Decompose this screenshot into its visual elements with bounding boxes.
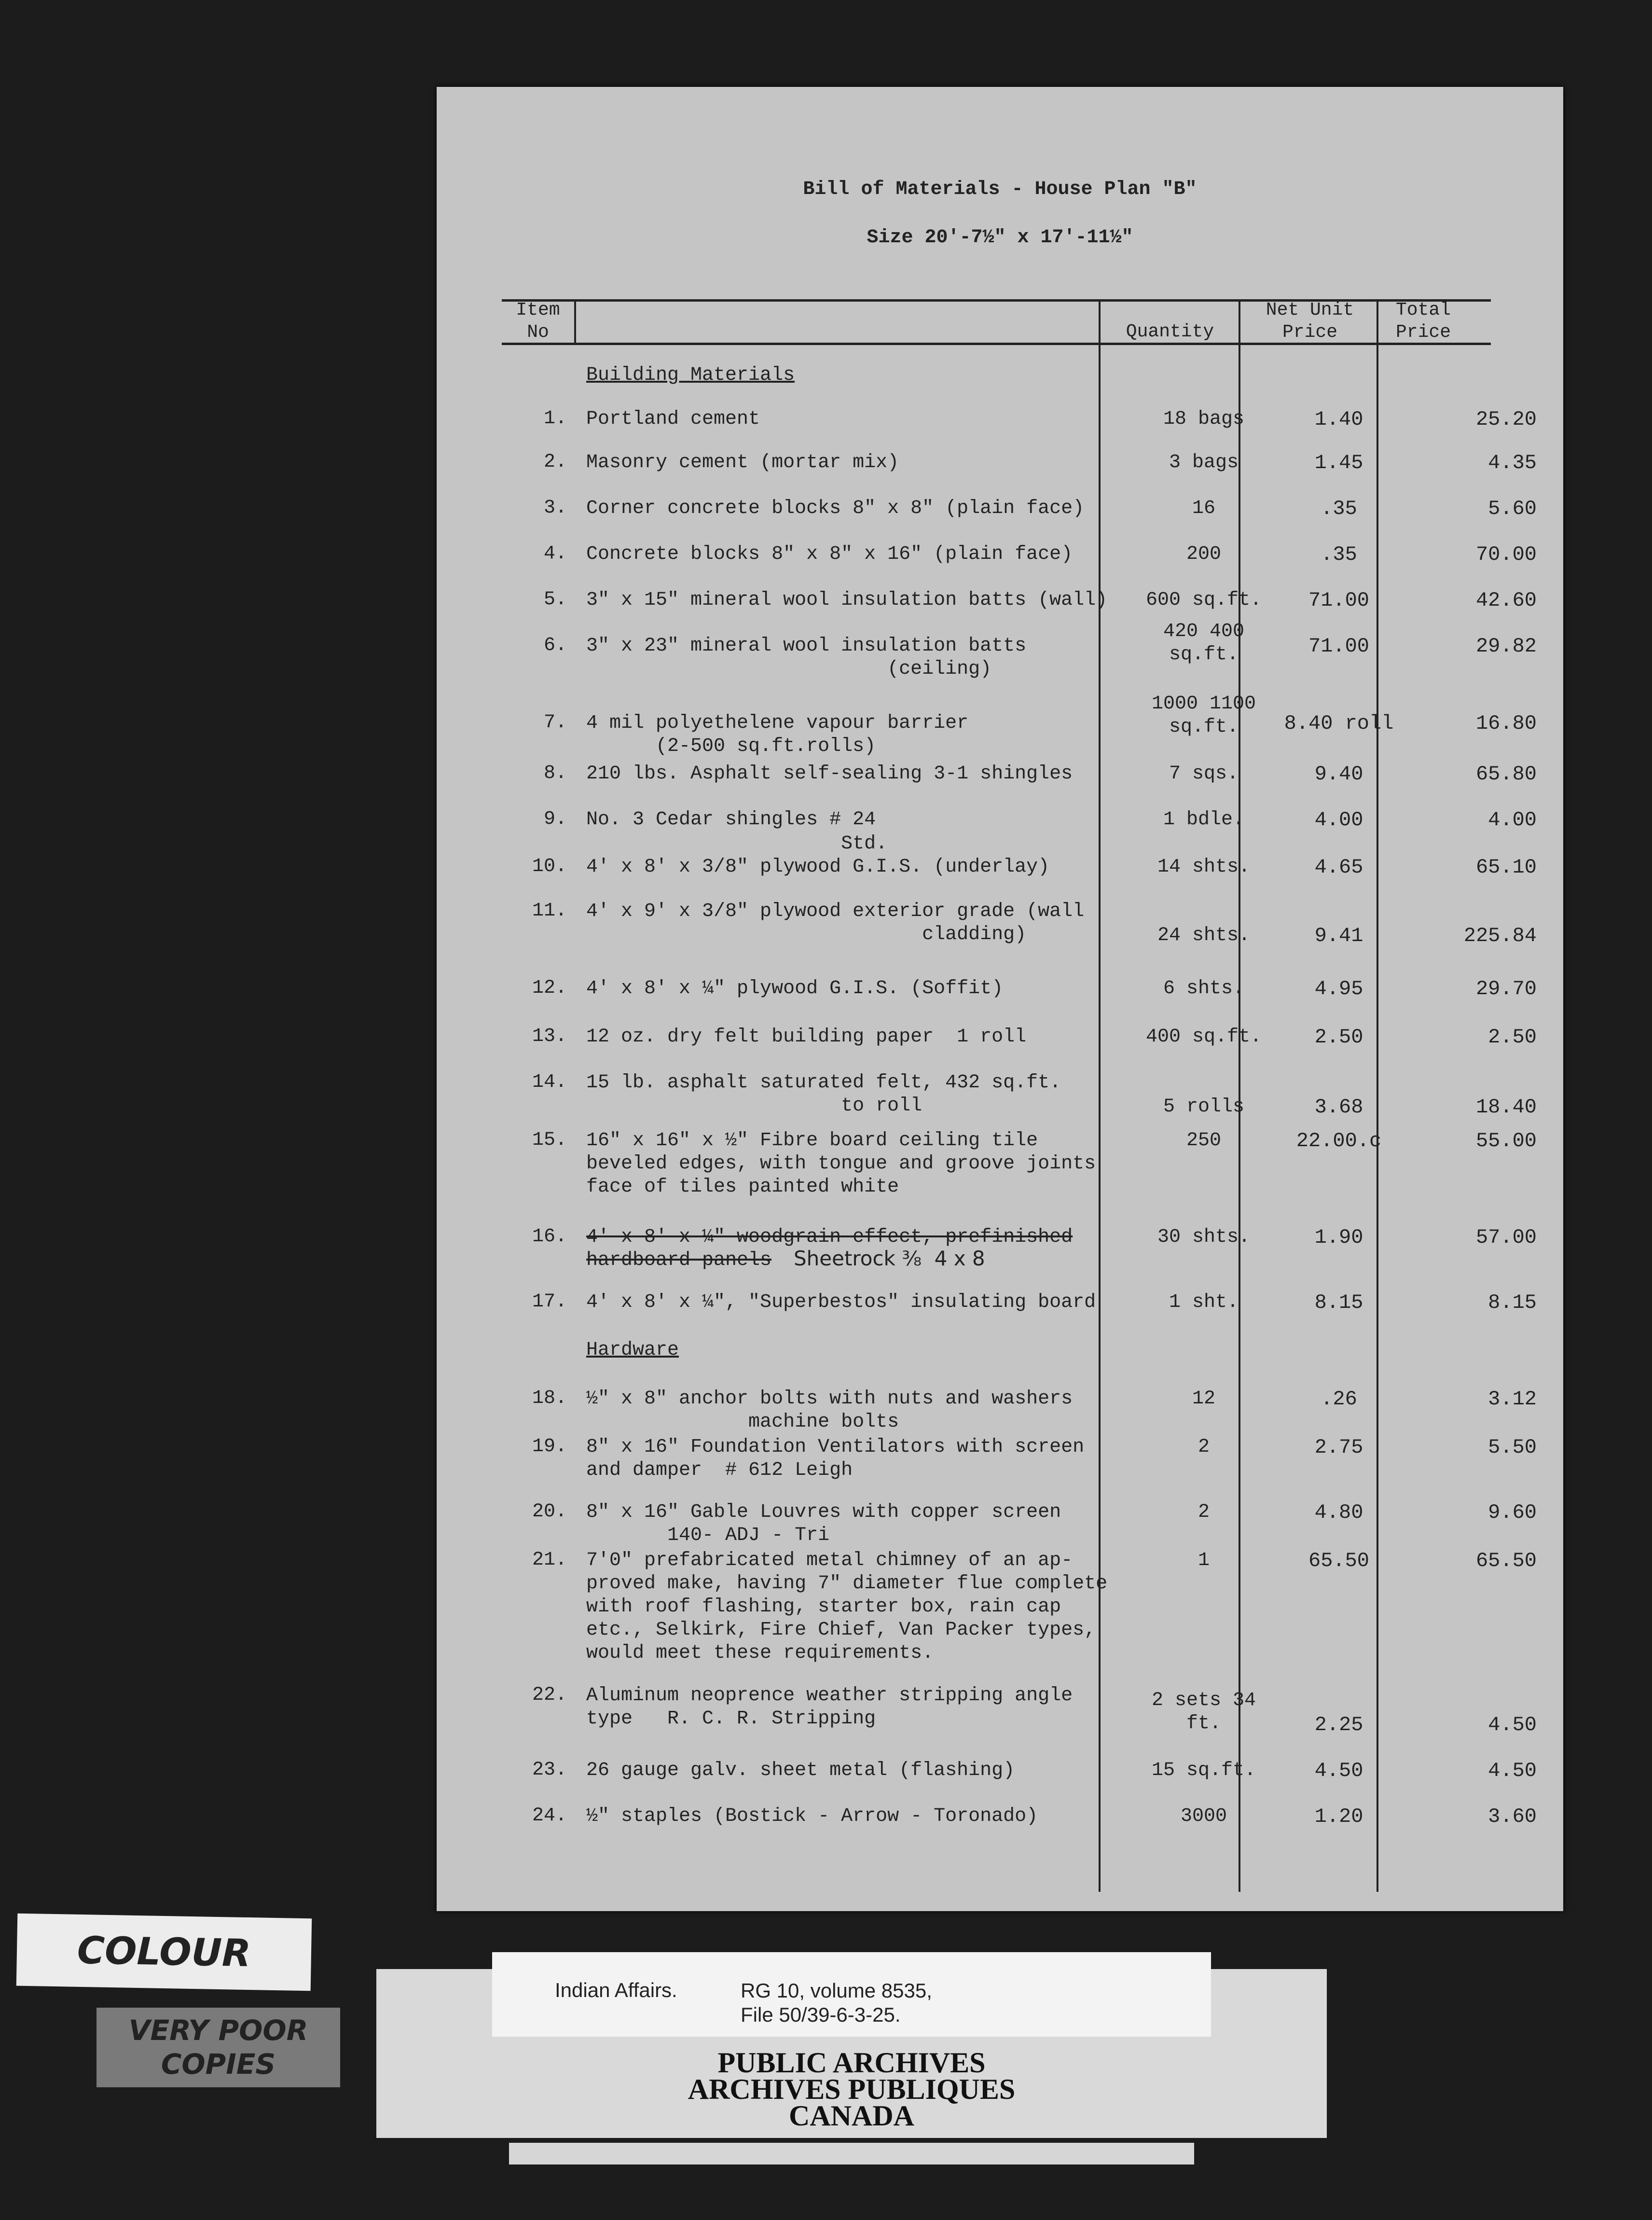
item-unit-price: 9.40 <box>1314 763 1363 786</box>
item-unit-price: 71.00 <box>1308 589 1370 612</box>
item-total-price: 4.50 <box>1488 1759 1537 1782</box>
item-total-price: 3.12 <box>1488 1388 1537 1411</box>
item-unit-price: .35 <box>1321 543 1357 566</box>
item-quantity: 5 rolls <box>1163 1096 1245 1118</box>
item-quantity: 250 <box>1186 1130 1221 1152</box>
item-number: 7. <box>543 712 567 734</box>
item-unit-price: 8.40 roll <box>1284 712 1394 735</box>
item-unit-price: 4.50 <box>1314 1759 1363 1782</box>
item-number: 8. <box>543 763 567 784</box>
item-total-price: 5.50 <box>1488 1436 1537 1459</box>
item-total-price: 42.60 <box>1475 589 1537 612</box>
item-quantity: 400 sq.ft. <box>1145 1026 1262 1048</box>
item-description: 12 oz. dry felt building paper 1 roll <box>586 1026 1027 1048</box>
item-total-price: 70.00 <box>1475 543 1537 566</box>
bottom-paper-strip <box>509 2143 1194 2164</box>
item-number: 23. <box>532 1759 567 1781</box>
archive-name-french: ARCHIVES PUBLIQUES <box>688 2073 1016 2105</box>
item-description: Masonry cement (mortar mix) <box>586 452 899 473</box>
item-number: 6. <box>543 635 567 656</box>
item-description: Std. 4' x 8' x 3/8" plywood G.I.S. (underlay) <box>586 833 1050 878</box>
header-quantity: Quantity <box>1126 321 1214 342</box>
item-total-price: 16.80 <box>1475 712 1537 735</box>
item-total-price: 225.84 <box>1463 924 1537 947</box>
item-number: 24. <box>532 1805 567 1827</box>
item-number: 16. <box>532 1226 567 1248</box>
item-number: 19. <box>532 1436 567 1457</box>
item-number: 3. <box>543 497 567 519</box>
item-unit-price: 2.50 <box>1314 1026 1363 1049</box>
item-unit-price: 4.65 <box>1314 856 1363 879</box>
item-quantity: 12 <box>1192 1388 1215 1410</box>
item-number: 2. <box>543 451 567 473</box>
item-unit-price: .35 <box>1321 497 1357 520</box>
item-unit-price: .26 <box>1321 1388 1357 1411</box>
archive-ref-line2: File 50/39-6-3-25. <box>741 2003 901 2026</box>
item-quantity: 420 400 sq.ft. <box>1163 621 1245 666</box>
item-quantity: 16 <box>1192 498 1215 519</box>
item-unit-price: 1.45 <box>1314 451 1363 474</box>
header-net-unit-price: Net Unit Price <box>1266 300 1354 343</box>
item-unit-price: 1.20 <box>1314 1805 1363 1828</box>
item-description: 4' x 8' x ¼", "Superbestos" insulating board <box>586 1291 1096 1313</box>
document-title: Bill of Materials - House Plan "B" <box>803 179 1197 200</box>
item-description: 4 mil polyethelene vapour barrier (2-500 sq.ft.rolls) <box>586 712 969 757</box>
archive-country: CANADA <box>789 2100 914 2132</box>
item-description: Corner concrete blocks 8" x 8" (plain face) <box>586 498 1085 519</box>
item-quantity: 6 shts. <box>1163 978 1245 999</box>
item-number: 18. <box>532 1388 567 1409</box>
item-description: ½" staples (Bostick - Arrow - Toronado) <box>586 1805 1038 1827</box>
item-number: 1. <box>543 408 567 430</box>
item-number: 20. <box>532 1501 567 1523</box>
item-handwritten-note: Sheetrock ⅜ 4 x 8 <box>794 1247 985 1270</box>
item-number: 9. <box>543 808 567 830</box>
item-description: ½" x 8" anchor bolts with nuts and washers machine bolts <box>586 1388 1073 1433</box>
item-unit-price: 65.50 <box>1308 1549 1370 1572</box>
item-quantity: 1 bdle. <box>1163 809 1245 831</box>
item-number: 15. <box>532 1129 567 1151</box>
column-rule-1 <box>574 299 576 343</box>
item-total-price: 9.60 <box>1488 1501 1537 1524</box>
item-quantity: 2 <box>1198 1501 1210 1523</box>
item-unit-price: 4.95 <box>1314 977 1363 1000</box>
item-total-price: 4.50 <box>1488 1713 1537 1736</box>
item-quantity: 1 <box>1198 1550 1210 1571</box>
item-quantity: 1 sht. <box>1169 1291 1239 1313</box>
item-unit-price: 8.15 <box>1314 1291 1363 1314</box>
item-total-price: 4.00 <box>1488 808 1537 832</box>
item-total-price: 18.40 <box>1475 1096 1537 1119</box>
item-total-price: 29.82 <box>1475 635 1537 658</box>
item-description: Portland cement <box>586 408 760 430</box>
archive-ref-line1: RG 10, volume 8535, <box>741 1979 932 2002</box>
item-description: 210 lbs. Asphalt self-sealing 3-1 shingles <box>586 763 1073 785</box>
item-quantity: 2 <box>1198 1436 1210 1458</box>
item-total-price: 65.50 <box>1475 1549 1537 1572</box>
item-total-price: 2.50 <box>1488 1026 1537 1049</box>
item-total-price: 57.00 <box>1475 1226 1537 1249</box>
document-sheet <box>437 87 1563 1911</box>
header-total-price: Total Price <box>1395 300 1451 343</box>
item-description: 7'0" prefabricated metal chimney of an ap- proved make, having 7" diameter flue complete with roof flashing, starter box, rain cap etc., Selkirk, Fire Chief, Van Packer types, would meet these requirements. <box>586 1550 1108 1664</box>
item-number: 17. <box>532 1291 567 1313</box>
item-total-price: 25.20 <box>1475 408 1537 431</box>
item-quantity: 18 bags <box>1163 408 1245 430</box>
item-description: 4' x 8' x ¼" woodgrain effect, prefinished hardboard panels <box>586 1226 1073 1271</box>
item-description: No. 3 Cedar shingles # 24 <box>586 809 876 831</box>
document-size: Size 20'-7½" x 17'-11½" <box>867 227 1133 249</box>
item-number: 4. <box>543 543 567 565</box>
section-hardware: Hardware <box>586 1339 679 1361</box>
item-quantity: 600 sq.ft. <box>1145 589 1262 611</box>
item-total-price: 4.35 <box>1488 451 1537 474</box>
very-poor-text: VERY POOR <box>128 2014 308 2047</box>
archive-name-english: PUBLIC ARCHIVES <box>717 2047 986 2079</box>
item-number: 12. <box>532 977 567 999</box>
item-quantity: 24 shts. <box>1157 925 1251 946</box>
item-unit-price: 2.75 <box>1314 1436 1363 1459</box>
item-number: 13. <box>532 1026 567 1047</box>
item-total-price: 65.10 <box>1475 856 1537 879</box>
item-description: Concrete blocks 8" x 8" x 16" (plain face) <box>586 543 1073 565</box>
item-description: Aluminum neoprence weather stripping angle type R. C. R. Stripping <box>586 1685 1073 1730</box>
archive-reference <box>741 1979 932 2027</box>
copies-text: COPIES <box>161 2048 276 2081</box>
item-number: 5. <box>543 589 567 610</box>
item-description: 15 lb. asphalt saturated felt, 432 sq.ft. to roll <box>586 1072 1061 1117</box>
item-total-price: 3.60 <box>1488 1805 1537 1828</box>
item-unit-price: 22.00.c <box>1296 1129 1382 1152</box>
item-quantity: 7 sqs. <box>1169 763 1239 785</box>
item-description: 4' x 9' x 3/8" plywood exterior grade (wall cladding) <box>586 901 1085 945</box>
item-description: 8" x 16" Gable Louvres with copper screen 140- ADJ - Tri <box>586 1501 1061 1546</box>
item-unit-price: 1.90 <box>1314 1226 1363 1249</box>
item-unit-price: 3.68 <box>1314 1096 1363 1119</box>
item-description: 3" x 15" mineral wool insulation batts (wall) <box>586 589 1108 611</box>
item-quantity: 3000 <box>1180 1805 1227 1827</box>
item-unit-price: 9.41 <box>1314 924 1363 947</box>
item-total-price: 55.00 <box>1475 1129 1537 1152</box>
colour-label: COLOUR <box>16 1914 312 1991</box>
item-quantity: 15 sq.ft. <box>1151 1760 1256 1781</box>
item-total-price: 5.60 <box>1488 497 1537 520</box>
item-unit-price: 4.00 <box>1314 808 1363 832</box>
section-building-materials: Building Materials <box>586 364 795 386</box>
item-total-price: 29.70 <box>1475 977 1537 1000</box>
header-item-no: Item No <box>516 300 560 343</box>
archive-department: Indian Affairs. <box>555 1979 677 2001</box>
item-description: 3" x 23" mineral wool insulation batts (ceiling) <box>586 635 1027 680</box>
item-number: 10. <box>532 856 567 877</box>
item-number: 21. <box>532 1549 567 1571</box>
item-unit-price: 71.00 <box>1308 635 1370 658</box>
item-number: 22. <box>532 1684 567 1706</box>
item-description: 4' x 8' x ¼" plywood G.I.S. (Soffit) <box>586 978 1004 999</box>
item-number: 14. <box>532 1071 567 1093</box>
item-description: 8" x 16" Foundation Ventilators with screen and damper # 612 Leigh <box>586 1436 1085 1481</box>
item-quantity: 200 <box>1186 543 1221 565</box>
item-quantity: 2 sets 34 ft. <box>1151 1690 1256 1734</box>
item-number: 11. <box>532 900 567 922</box>
very-poor-copies-label <box>96 2008 340 2087</box>
item-unit-price: 2.25 <box>1314 1713 1363 1736</box>
item-quantity: 14 shts. <box>1157 856 1251 878</box>
item-description: 16" x 16" x ½" Fibre board ceiling tile beveled edges, with tongue and groove joints face of tiles painted white <box>586 1130 1096 1198</box>
item-quantity: 3 bags <box>1169 452 1239 473</box>
item-total-price: 65.80 <box>1475 763 1537 786</box>
item-description: 26 gauge galv. sheet metal (flashing) <box>586 1760 1015 1781</box>
item-unit-price: 1.40 <box>1314 408 1363 431</box>
item-total-price: 8.15 <box>1488 1291 1537 1314</box>
item-unit-price: 4.80 <box>1314 1501 1363 1524</box>
item-quantity: 1000 1100 sq.ft. <box>1151 693 1256 738</box>
item-quantity: 30 shts. <box>1157 1226 1251 1248</box>
